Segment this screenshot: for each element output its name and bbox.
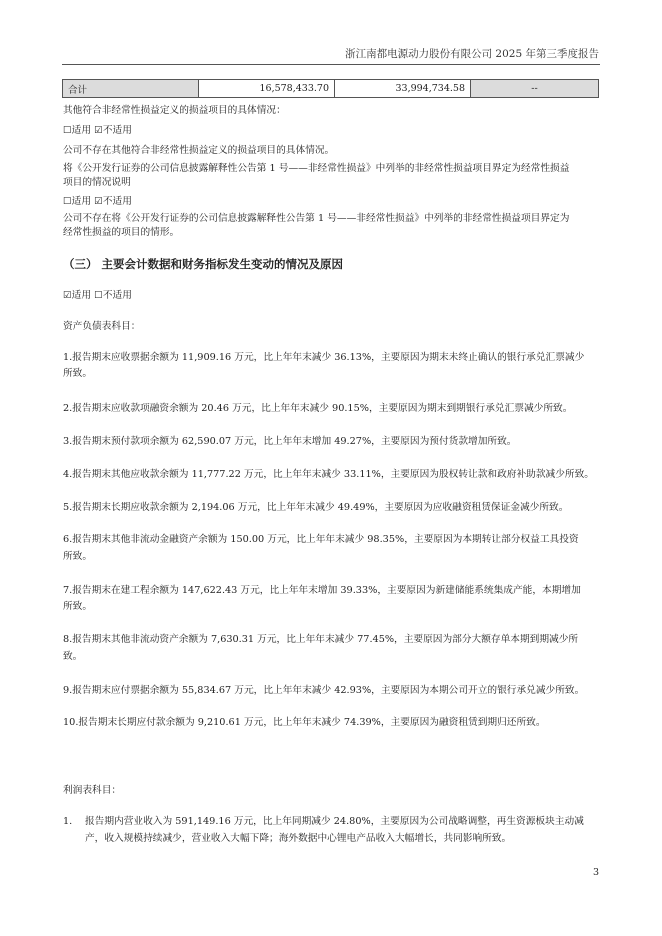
list-item: 7.报告期末在建工程余额为 147,622.43 万元，比上年年末增加 39.33%，主要原因为新建储能系统集成产能，本期增加 [63,585,581,596]
paragraph-line: 项目的情况说明 [63,177,131,188]
paragraph-line: 将《公开发行证券的公司信息披露解释性公告第 1 号——非经常性损益》中列举的非经常性损益项目界定为经常性损益 [63,163,570,174]
list-item: 报告期内营业收入为 591,149.16 万元，比上年同期减少 24.80%，主要原因为公司战略调整，再生资源板块主动减 [85,816,584,827]
balance-sheet-heading: 资产负债表科目： [63,321,141,332]
list-item: 9.报告期末应付票据余额为 55,834.67 万元，比上年年末减少 42.93%，主要原因为本期公司开立的银行承兑减少所致。 [63,685,585,696]
other-items-heading: 其他符合非经常性损益定义的损益项目的具体情况： [63,105,286,116]
income-statement-heading: 利润表科目： [63,785,122,796]
list-item: 2.报告期末应收款项融资余额为 20.46 万元，比上年年末减少 90.15%，主要原因为期末到期银行承兑汇票减少所致。 [63,403,573,414]
applicability-checkbox: ☑适用 ☐不适用 [63,290,132,301]
list-item: 6.报告期末其他非流动金融资产余额为 150.00 万元，比上年年末减少 98.35%，主要原因为本期转让部分权益工具投资 [63,534,579,545]
summary-table [62,79,599,98]
list-item-number: 1. [63,816,73,827]
paragraph-line: 公司不存在将《公开发行证券的公司信息披露解释性公告第 1 号——非经常性损益》中列举的非经常性损益项目界定为 [63,213,570,224]
list-item: 8.报告期末其他非流动资产余额为 7,630.31 万元，比上年年末减少 77.45%，主要原因为部分大额存单本期到期减少所 [63,634,579,645]
list-item: 3.报告期末预付款项余额为 62,590.07 万元，比上年年末增加 49.27%，主要原因为预付货款增加所致。 [63,436,517,447]
total-note-cell: -- [471,80,599,98]
list-item-continued: 所致。 [63,551,93,562]
list-item: 5.报告期末长期应收款余额为 2,194.06 万元，比上年年末减少 49.49%，主要原因为应收融资租赁保证金减少所致。 [63,502,569,513]
page-number: 3 [592,867,599,878]
table-row [63,80,599,98]
list-item-continued: 产，收入规模持续减少，营业收入大幅下降；海外数据中心锂电产品收入大幅增长，共同影响所致。 [85,833,512,844]
list-item-continued: 所致。 [63,368,93,379]
list-item: 1.报告期末应收票据余额为 11,909.16 万元，比上年年末减少 36.13%，主要原因为期末未终止确认的银行承兑汇票减少 [63,352,585,363]
total-label-cell: 合计 [63,80,199,98]
applicability-checkbox: ☐适用 ☑不适用 [63,125,132,136]
list-item: 4.报告期末其他应收款余额为 11,777.22 万元，比上年年末减少 33.11%，主要原因为股权转让款和政府补助款减少所致。 [63,469,594,480]
list-item-continued: 致。 [63,651,83,662]
list-item-continued: 所致。 [63,601,93,612]
report-header: 浙江南都电源动力股份有限公司 2025 年第三季度报告 [345,48,599,60]
section-title: （三） 主要会计数据和财务指标发生变动的情况及原因 [63,257,344,271]
applicability-checkbox: ☐适用 ☑不适用 [63,196,132,207]
paragraph-line: 经常性损益的项目的情形。 [63,227,180,238]
header-rule [62,64,600,65]
total-current-cell: 16,578,433.70 [199,80,335,98]
total-ytd-cell: 33,994,734.58 [335,80,471,98]
list-item: 10.报告期末长期应付款余额为 9,210.61 万元，比上年年末减少 74.39%，主要原因为融资租赁到期归还所致。 [63,717,546,728]
paragraph: 公司不存在其他符合非经常性损益定义的损益项目的具体情况。 [63,145,335,156]
